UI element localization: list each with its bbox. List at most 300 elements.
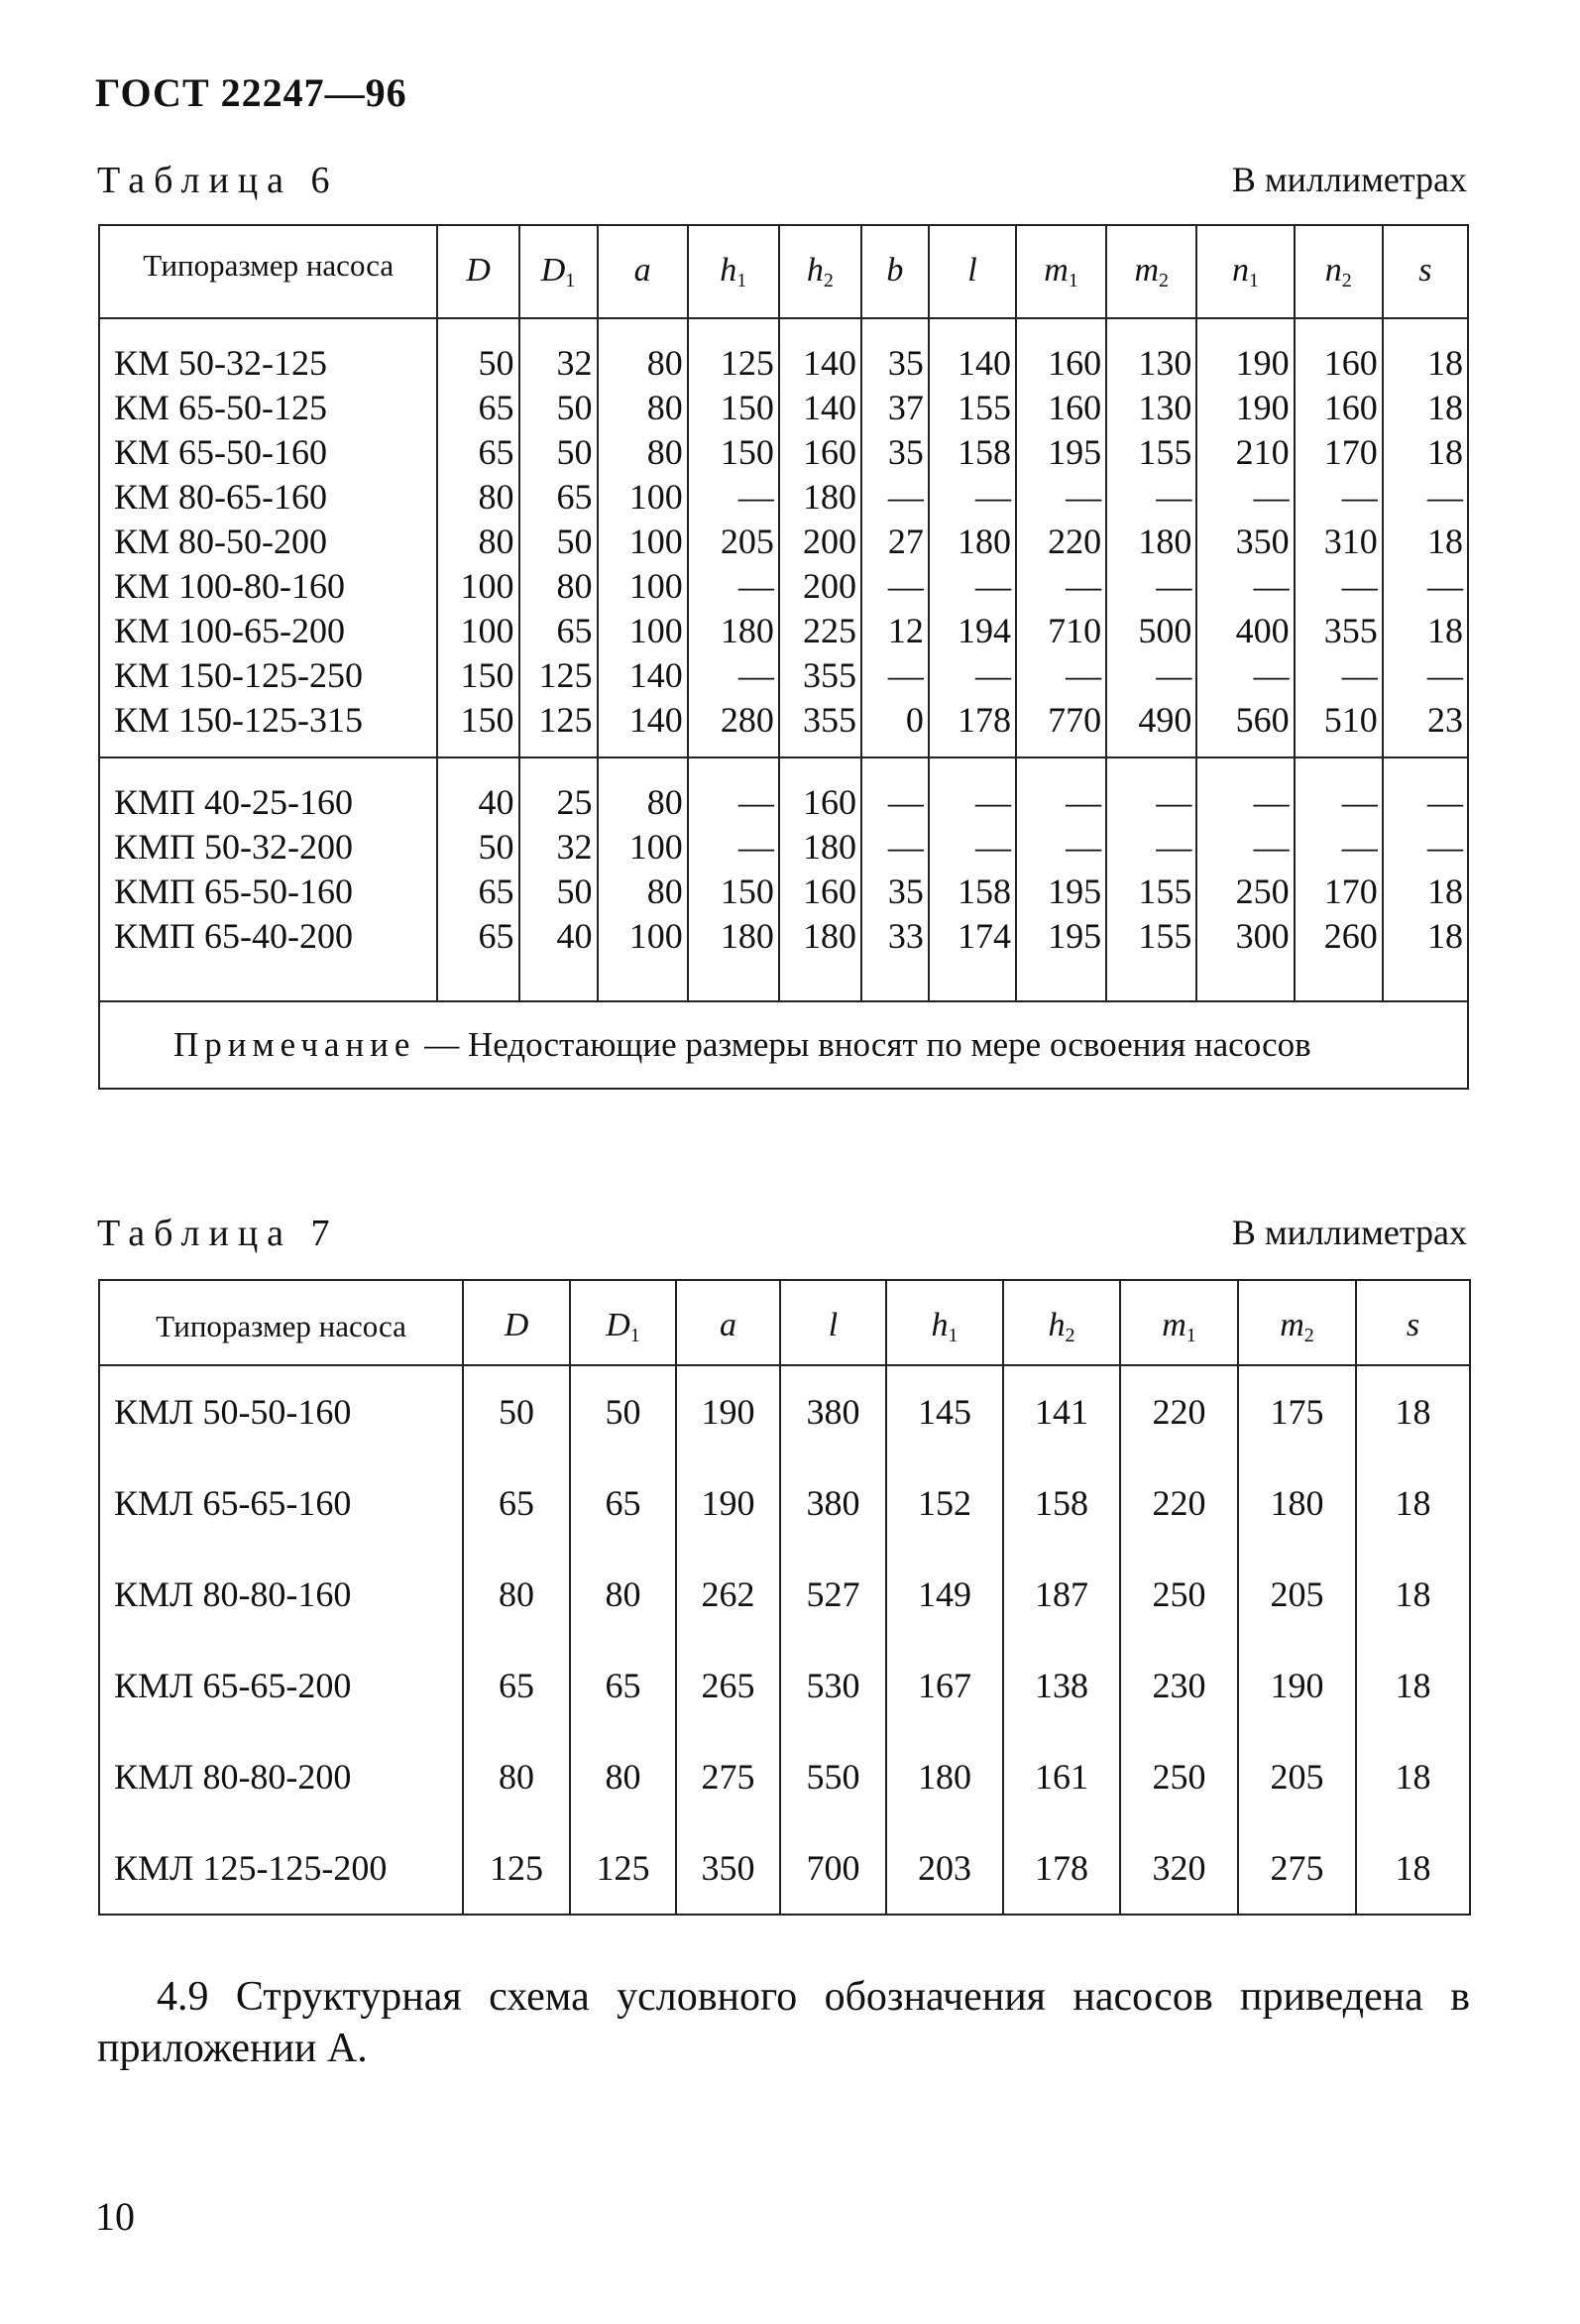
value-cell: 40: [437, 757, 518, 825]
value-cell: 355: [1295, 609, 1383, 653]
value-cell: 700: [780, 1822, 886, 1915]
pump-size-cell: КМЛ 80-80-200: [99, 1731, 463, 1822]
value-cell: 355: [779, 698, 861, 757]
value-cell: 140: [598, 698, 688, 757]
value-cell: 80: [598, 870, 688, 914]
value-cell: —: [929, 475, 1016, 520]
pump-size-cell: КМ 65-50-160: [99, 430, 437, 475]
value-cell: 18: [1383, 318, 1468, 386]
value-cell: 80: [437, 475, 518, 520]
pump-size-cell: КМ 80-50-200: [99, 520, 437, 564]
header-subscript: 1: [1248, 270, 1259, 291]
value-cell: 158: [1003, 1457, 1120, 1549]
value-cell: 18: [1383, 520, 1468, 564]
value-cell: —: [929, 653, 1016, 698]
value-cell: 174: [929, 914, 1016, 1001]
value-cell: 178: [929, 698, 1016, 757]
value-cell: 490: [1106, 698, 1196, 757]
value-cell: 530: [780, 1640, 886, 1731]
value-cell: 194: [929, 609, 1016, 653]
value-cell: 80: [598, 386, 688, 430]
value-cell: 50: [437, 318, 518, 386]
value-cell: 35: [861, 870, 929, 914]
value-cell: —: [861, 564, 929, 609]
value-cell: —: [1196, 475, 1294, 520]
value-cell: 152: [886, 1457, 1003, 1549]
table6-row: [99, 318, 1468, 386]
value-cell: 225: [779, 609, 861, 653]
value-cell: —: [1016, 757, 1106, 825]
value-cell: 50: [570, 1365, 676, 1457]
value-cell: 220: [1016, 520, 1106, 564]
value-cell: 32: [519, 825, 598, 870]
header-subscript: 1: [736, 270, 747, 291]
table7-header-cell: $h_2$: [1003, 1280, 1120, 1365]
value-cell: 140: [598, 653, 688, 698]
value-cell: 155: [929, 386, 1016, 430]
value-cell: 220: [1120, 1365, 1238, 1457]
table6-header-cell: $n_1$: [1196, 225, 1294, 318]
value-cell: 300: [1196, 914, 1294, 1001]
value-cell: 35: [861, 430, 929, 475]
value-cell: 205: [688, 520, 779, 564]
value-cell: 205: [1238, 1731, 1356, 1822]
value-cell: 180: [688, 609, 779, 653]
value-cell: 18: [1383, 386, 1468, 430]
value-cell: —: [1016, 825, 1106, 870]
pump-size-cell: КМП 65-40-200: [99, 914, 437, 1001]
pump-size-cell: КМЛ 125-125-200: [99, 1822, 463, 1915]
pump-size-cell: КМП 40-25-160: [99, 757, 437, 825]
table6-row: [99, 475, 1468, 520]
table7-header-cell: $D_1$: [570, 1280, 676, 1365]
paragraph-text: 4.9 Структурная схема условного обозначения насосов приведена в приложении А.: [97, 1974, 1470, 2071]
value-cell: 23: [1383, 698, 1468, 757]
note-text: — Недостающие размеры вносят по мере освоения насосов: [415, 1025, 1311, 1064]
table6-note: [99, 1001, 1468, 1089]
value-cell: —: [1383, 757, 1468, 825]
value-cell: —: [1196, 653, 1294, 698]
value-cell: 18: [1383, 609, 1468, 653]
value-cell: —: [1196, 825, 1294, 870]
value-cell: 180: [886, 1731, 1003, 1822]
pump-size-cell: КМ 150-125-315: [99, 698, 437, 757]
table7-row: [99, 1822, 1470, 1915]
table6-row: [99, 698, 1468, 757]
value-cell: —: [1106, 564, 1196, 609]
value-cell: 18: [1356, 1549, 1470, 1640]
value-cell: —: [688, 757, 779, 825]
table6-header-cell: b: [861, 225, 929, 318]
value-cell: 125: [519, 698, 598, 757]
value-cell: 510: [1295, 698, 1383, 757]
table7-units: В миллиметрах: [1231, 1213, 1467, 1252]
table7: [98, 1279, 1471, 1916]
value-cell: 310: [1295, 520, 1383, 564]
value-cell: 65: [437, 430, 518, 475]
value-cell: 203: [886, 1822, 1003, 1915]
table6-units: В миллиметрах: [1231, 160, 1467, 199]
value-cell: 190: [676, 1457, 780, 1549]
value-cell: 355: [779, 653, 861, 698]
value-cell: —: [1016, 653, 1106, 698]
value-cell: 160: [1016, 318, 1106, 386]
value-cell: —: [1295, 475, 1383, 520]
value-cell: 125: [570, 1822, 676, 1915]
table6-row: [99, 653, 1468, 698]
value-cell: 320: [1120, 1822, 1238, 1915]
value-cell: 500: [1106, 609, 1196, 653]
value-cell: 18: [1383, 870, 1468, 914]
table6-row: [99, 564, 1468, 609]
value-cell: —: [1196, 564, 1294, 609]
value-cell: 160: [779, 430, 861, 475]
value-cell: 180: [1106, 520, 1196, 564]
table6-row: [99, 870, 1468, 914]
document-code: ГОСТ 22247—96: [95, 70, 407, 115]
value-cell: —: [1106, 825, 1196, 870]
value-cell: 280: [688, 698, 779, 757]
value-cell: 80: [598, 318, 688, 386]
value-cell: 180: [688, 914, 779, 1001]
pump-size-cell: КМ 100-80-160: [99, 564, 437, 609]
table6-row: [99, 757, 1468, 825]
value-cell: 50: [463, 1365, 570, 1457]
table6-row: [99, 430, 1468, 475]
value-cell: 140: [779, 318, 861, 386]
value-cell: —: [1295, 825, 1383, 870]
value-cell: 160: [779, 757, 861, 825]
pump-size-cell: КМ 65-50-125: [99, 386, 437, 430]
table6-header-cell: l: [929, 225, 1016, 318]
value-cell: 80: [570, 1731, 676, 1822]
pump-size-cell: КМЛ 80-80-160: [99, 1549, 463, 1640]
value-cell: 260: [1295, 914, 1383, 1001]
table6-row: [99, 914, 1468, 1001]
value-cell: 150: [437, 653, 518, 698]
value-cell: 138: [1003, 1640, 1120, 1731]
value-cell: 158: [929, 430, 1016, 475]
value-cell: 40: [519, 914, 598, 1001]
value-cell: 180: [929, 520, 1016, 564]
header-subscript: 1: [565, 270, 576, 291]
value-cell: 80: [463, 1549, 570, 1640]
value-cell: 18: [1356, 1822, 1470, 1915]
value-cell: 65: [437, 386, 518, 430]
value-cell: 380: [780, 1365, 886, 1457]
value-cell: 80: [519, 564, 598, 609]
value-cell: 50: [519, 870, 598, 914]
value-cell: 65: [437, 870, 518, 914]
value-cell: 18: [1356, 1457, 1470, 1549]
value-cell: 178: [1003, 1822, 1120, 1915]
value-cell: 18: [1383, 914, 1468, 1001]
value-cell: —: [1016, 564, 1106, 609]
table7-header-cell: $h_1$: [886, 1280, 1003, 1365]
value-cell: 18: [1356, 1731, 1470, 1822]
value-cell: 100: [598, 520, 688, 564]
value-cell: 0: [861, 698, 929, 757]
value-cell: 65: [463, 1640, 570, 1731]
table7-row: [99, 1731, 1470, 1822]
value-cell: 100: [598, 564, 688, 609]
header-subscript: 1: [948, 1325, 959, 1346]
table6-header-cell: $h_2$: [779, 225, 861, 318]
value-cell: 65: [519, 475, 598, 520]
value-cell: 160: [1295, 386, 1383, 430]
table7-row: [99, 1365, 1470, 1457]
value-cell: 140: [929, 318, 1016, 386]
header-subscript: 2: [1065, 1325, 1075, 1346]
value-cell: 158: [929, 870, 1016, 914]
value-cell: 195: [1016, 870, 1106, 914]
value-cell: —: [1383, 564, 1468, 609]
value-cell: 350: [676, 1822, 780, 1915]
header-subscript: 2: [823, 270, 834, 291]
value-cell: —: [861, 757, 929, 825]
table6-header-cell: a: [598, 225, 688, 318]
value-cell: 380: [780, 1457, 886, 1549]
value-cell: 80: [570, 1549, 676, 1640]
value-cell: 80: [598, 757, 688, 825]
table7-header-cell: $m_2$: [1238, 1280, 1356, 1365]
value-cell: 18: [1383, 430, 1468, 475]
note-lead: Примечание: [173, 1025, 416, 1064]
value-cell: —: [929, 757, 1016, 825]
value-cell: 37: [861, 386, 929, 430]
value-cell: 275: [676, 1731, 780, 1822]
table6-header-row: [99, 225, 1468, 318]
page-number: 10: [95, 2194, 135, 2239]
value-cell: —: [861, 475, 929, 520]
table7-header-cell: l: [780, 1280, 886, 1365]
value-cell: 150: [688, 870, 779, 914]
table6-group-km: [99, 318, 1468, 757]
value-cell: —: [1106, 475, 1196, 520]
pump-size-cell: КМ 150-125-250: [99, 653, 437, 698]
value-cell: —: [1295, 653, 1383, 698]
header-subscript: 1: [629, 1325, 640, 1346]
pump-size-cell: КМЛ 65-65-160: [99, 1457, 463, 1549]
value-cell: 65: [570, 1457, 676, 1549]
table6-group-kmp: [99, 757, 1468, 1001]
value-cell: —: [1106, 653, 1196, 698]
value-cell: —: [861, 825, 929, 870]
value-cell: —: [1106, 757, 1196, 825]
value-cell: 160: [1016, 386, 1106, 430]
value-cell: —: [1383, 475, 1468, 520]
value-cell: 195: [1016, 430, 1106, 475]
header-subscript: 2: [1159, 270, 1170, 291]
value-cell: 250: [1120, 1731, 1238, 1822]
value-cell: 250: [1196, 870, 1294, 914]
value-cell: 200: [779, 564, 861, 609]
value-cell: 187: [1003, 1549, 1120, 1640]
value-cell: 155: [1106, 870, 1196, 914]
value-cell: 80: [437, 520, 518, 564]
paragraph-4-9: [97, 1971, 1470, 2074]
value-cell: 710: [1016, 609, 1106, 653]
value-cell: 150: [437, 698, 518, 757]
table6-row: [99, 825, 1468, 870]
value-cell: 65: [519, 609, 598, 653]
value-cell: —: [688, 653, 779, 698]
value-cell: 160: [779, 870, 861, 914]
value-cell: —: [1383, 825, 1468, 870]
value-cell: 230: [1120, 1640, 1238, 1731]
header-subscript: 1: [1068, 270, 1078, 291]
value-cell: 100: [598, 609, 688, 653]
value-cell: 155: [1106, 430, 1196, 475]
value-cell: —: [688, 825, 779, 870]
pump-size-cell: КМП 50-32-200: [99, 825, 437, 870]
value-cell: 125: [463, 1822, 570, 1915]
value-cell: 350: [1196, 520, 1294, 564]
value-cell: 12: [861, 609, 929, 653]
table7-body: [99, 1365, 1470, 1915]
value-cell: —: [688, 475, 779, 520]
pump-size-cell: КМЛ 50-50-160: [99, 1365, 463, 1457]
table7-header-cell: s: [1356, 1280, 1470, 1365]
value-cell: 100: [437, 564, 518, 609]
table7-header-cell: a: [676, 1280, 780, 1365]
value-cell: —: [1295, 564, 1383, 609]
value-cell: 180: [779, 475, 861, 520]
value-cell: 180: [779, 825, 861, 870]
value-cell: 27: [861, 520, 929, 564]
value-cell: 180: [1238, 1457, 1356, 1549]
value-cell: 50: [519, 430, 598, 475]
table6-header-cell: Типоразмер насоса: [99, 225, 437, 318]
pump-size-cell: КМ 50-32-125: [99, 318, 437, 386]
value-cell: 167: [886, 1640, 1003, 1731]
value-cell: 32: [519, 318, 598, 386]
value-cell: 190: [1196, 318, 1294, 386]
table7-header-cell: Типоразмер насоса: [99, 1280, 463, 1365]
pump-size-cell: КМЛ 65-65-200: [99, 1640, 463, 1731]
value-cell: 275: [1238, 1822, 1356, 1915]
value-cell: 210: [1196, 430, 1294, 475]
value-cell: 150: [688, 386, 779, 430]
table7-title: Таблица 7: [97, 1213, 339, 1254]
value-cell: 149: [886, 1549, 1003, 1640]
table7-caption: [97, 1212, 1467, 1261]
value-cell: 170: [1295, 430, 1383, 475]
value-cell: 100: [598, 475, 688, 520]
value-cell: —: [688, 564, 779, 609]
value-cell: 180: [779, 914, 861, 1001]
value-cell: 141: [1003, 1365, 1120, 1457]
table6-header-cell: s: [1383, 225, 1468, 318]
table6-header-cell: $D_1$: [519, 225, 598, 318]
value-cell: 80: [598, 430, 688, 475]
value-cell: 250: [1120, 1549, 1238, 1640]
value-cell: 25: [519, 757, 598, 825]
table6-header-cell: $h_1$: [688, 225, 779, 318]
pump-size-cell: КМ 100-65-200: [99, 609, 437, 653]
value-cell: 527: [780, 1549, 886, 1640]
value-cell: —: [861, 653, 929, 698]
table6-title: Таблица 6: [97, 160, 339, 201]
value-cell: 770: [1016, 698, 1106, 757]
table6-row: [99, 386, 1468, 430]
value-cell: 140: [779, 386, 861, 430]
value-cell: 100: [437, 609, 518, 653]
value-cell: 33: [861, 914, 929, 1001]
table7-row: [99, 1457, 1470, 1549]
value-cell: 65: [437, 914, 518, 1001]
value-cell: 80: [463, 1731, 570, 1822]
pump-size-cell: КМП 65-50-160: [99, 870, 437, 914]
value-cell: 190: [1196, 386, 1294, 430]
table6-caption: [97, 159, 1467, 208]
value-cell: 220: [1120, 1457, 1238, 1549]
table6-header-cell: $m_2$: [1106, 225, 1196, 318]
value-cell: 155: [1106, 914, 1196, 1001]
value-cell: 65: [463, 1457, 570, 1549]
value-cell: 150: [688, 430, 779, 475]
table6-row: [99, 609, 1468, 653]
value-cell: 130: [1106, 318, 1196, 386]
value-cell: —: [1016, 475, 1106, 520]
value-cell: —: [1295, 757, 1383, 825]
header-subscript: 1: [1185, 1325, 1196, 1346]
table6-note-row: [99, 1001, 1468, 1089]
value-cell: 265: [676, 1640, 780, 1731]
value-cell: 175: [1238, 1365, 1356, 1457]
value-cell: 18: [1356, 1365, 1470, 1457]
value-cell: 400: [1196, 609, 1294, 653]
table7-header-cell: $m_1$: [1120, 1280, 1238, 1365]
value-cell: 200: [779, 520, 861, 564]
value-cell: —: [1196, 757, 1294, 825]
header-subscript: 2: [1341, 270, 1352, 291]
value-cell: 262: [676, 1549, 780, 1640]
value-cell: 550: [780, 1731, 886, 1822]
value-cell: 560: [1196, 698, 1294, 757]
value-cell: 160: [1295, 318, 1383, 386]
value-cell: 170: [1295, 870, 1383, 914]
table6-header-cell: D: [437, 225, 518, 318]
table6: [98, 224, 1469, 1090]
value-cell: —: [929, 825, 1016, 870]
value-cell: 65: [570, 1640, 676, 1731]
table7-header-row: [99, 1280, 1470, 1365]
value-cell: 18: [1356, 1640, 1470, 1731]
value-cell: 130: [1106, 386, 1196, 430]
value-cell: 50: [519, 520, 598, 564]
table7-row: [99, 1640, 1470, 1731]
value-cell: 190: [1238, 1640, 1356, 1731]
value-cell: 35: [861, 318, 929, 386]
value-cell: —: [1383, 653, 1468, 698]
value-cell: 125: [519, 653, 598, 698]
table6-header-cell: $m_1$: [1016, 225, 1106, 318]
value-cell: —: [929, 564, 1016, 609]
value-cell: 161: [1003, 1731, 1120, 1822]
table6-header-cell: $n_2$: [1295, 225, 1383, 318]
table7-header-cell: D: [463, 1280, 570, 1365]
value-cell: 145: [886, 1365, 1003, 1457]
table7-row: [99, 1549, 1470, 1640]
pump-size-cell: КМ 80-65-160: [99, 475, 437, 520]
value-cell: 195: [1016, 914, 1106, 1001]
value-cell: 100: [598, 825, 688, 870]
value-cell: 50: [437, 825, 518, 870]
value-cell: 100: [598, 914, 688, 1001]
value-cell: 50: [519, 386, 598, 430]
value-cell: 190: [676, 1365, 780, 1457]
